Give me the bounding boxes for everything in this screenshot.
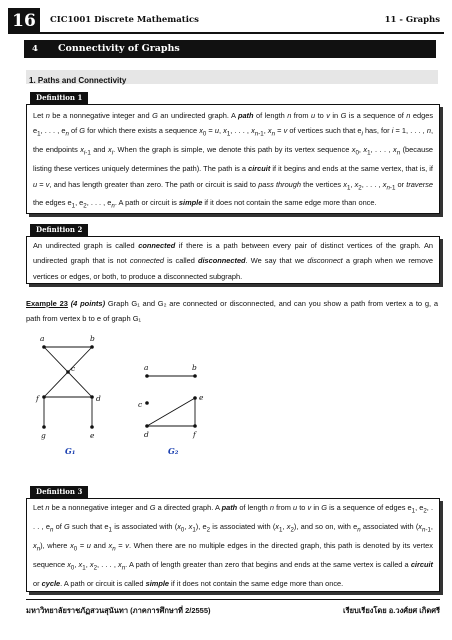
label-d: d	[96, 394, 101, 403]
graph-g1-name: G₁	[65, 446, 76, 456]
example-23	[26, 296, 438, 326]
label-e: e	[90, 431, 95, 440]
course-title: CIC1001 Discrete Mathematics	[50, 15, 199, 25]
definition-2-tag: Definition 2	[30, 224, 88, 236]
definition-2-box	[26, 236, 440, 284]
definition-1-text: Let n be a nonnegative integer and G an undirected graph. A path of length n from u to v in G is a sequence of n edges $e_1$, . . . , $e_n$ of G for which there exists a sequence $x_0 = u$, $x_1$, . . . , $x_{n-1}$, $x_n = v$ of vertices such that $e_i$ has, for i = 1, . . . , n, the endpoints $x_{i-1}$ and $x_i$. When the graph is simple, we denote this path by its vertex sequence $x_0$, $x_1$, . . . , $x_n$ (because listing these vertices uniquely determines the path). The path is a circuit if it begins and ends at the same vertex, that is, if u = v, and has length greater than zero. The path or circuit is said to pass through the vertices $x_1$, $x_2$, . . . , $x_{n-1}$ or traverse the edges $e_1$, $e_2$, . . . , $e_n$. A path or circuit is simple if it does not contain the same edge more than once.	[33, 111, 434, 210]
label-a: a	[144, 363, 149, 372]
vertex-a	[145, 374, 149, 378]
subsection-heading	[26, 70, 438, 84]
section-title: Connectivity of Graphs	[58, 43, 180, 54]
chapter-title: 11 - Graphs	[384, 15, 440, 25]
label-e: e	[199, 393, 204, 402]
vertex-b	[193, 374, 197, 378]
definition-1-tag: Definition 1	[30, 92, 88, 104]
vertex-a	[42, 345, 46, 349]
vertex-c	[145, 401, 149, 405]
label-f: f	[193, 430, 196, 439]
vertex-f	[42, 395, 46, 399]
subsection-title: 1. Paths and Connectivity	[29, 76, 127, 85]
graph-g2	[130, 360, 230, 460]
vertex-d	[145, 424, 149, 428]
vertex-g	[42, 425, 46, 429]
edge-d-e	[147, 398, 195, 426]
vertex-e	[193, 396, 197, 400]
label-a: a	[40, 334, 45, 343]
footer-author: เรียบเรียงโดย อ.วงศ์ยศ เกิดศรี	[343, 606, 440, 615]
definition-1-box	[26, 104, 440, 214]
vertex-c	[66, 370, 70, 374]
label-b: b	[90, 334, 95, 343]
footer-rule	[26, 599, 440, 600]
label-g: g	[41, 431, 46, 440]
definition-3-box	[26, 498, 440, 592]
footer-institution: มหาวิทยาลัยราชภัฏสวนสุนันทา (ภาคการศึกษาที่ 2/2555)	[26, 606, 211, 615]
example-label: Example 23	[26, 299, 68, 308]
definition-3-tag: Definition 3	[30, 486, 88, 498]
graph-g2-name: G₂	[168, 446, 179, 456]
label-c: c	[71, 364, 76, 373]
example-points: (4 points)	[70, 299, 106, 308]
definition-3-text: Let n be a nonnegative integer and G a directed graph. A path of length n from u to v in G is a sequence of edges $e_1$, $e_2$, . . . , $e_n$ of G such that $e_1$ is associated with ($x_0$, $x_1$), $e_2$ is associated with ($x_1$, $x_2$), and so on, with $e_n$ associated with ($x_{n-1}$, $x_n$), where $x_0 = u$ and $x_n = v$. When there are no multiple edges in the directed graph, this path is denoted by its vertex sequence $x_0$, $x_1$, $x_2$, . . . , $x_n$. A path of length greater than zero that begins and ends at the same vertex is called a circuit or cycle. A path or circuit is called simple if it does not contain the same edge more than once.	[33, 503, 434, 588]
vertex-b	[90, 345, 94, 349]
section-number: 4	[32, 44, 38, 54]
definition-2-text: An undirected graph is called connected if there is a path between every pair of distinct vertices of the graph. An undirected graph that is not connected is called disconnected. We say that we disconnect a graph when we remove vertices or edges, or both, to produce a disconnected subgraph.	[33, 241, 433, 281]
label-f: f	[36, 394, 39, 403]
label-d: d	[144, 430, 149, 439]
label-c: c	[138, 400, 143, 409]
graph-g1	[20, 330, 130, 460]
vertex-f	[193, 424, 197, 428]
example-text: Graph G₁ and G₂ are connected or disconnected, and can you show a path from vertex a to g, a path from vertex b to e of graph G₁	[26, 299, 438, 323]
vertex-d	[90, 395, 94, 399]
page-number: 16	[8, 8, 40, 34]
vertex-e	[90, 425, 94, 429]
label-b: b	[192, 363, 197, 372]
